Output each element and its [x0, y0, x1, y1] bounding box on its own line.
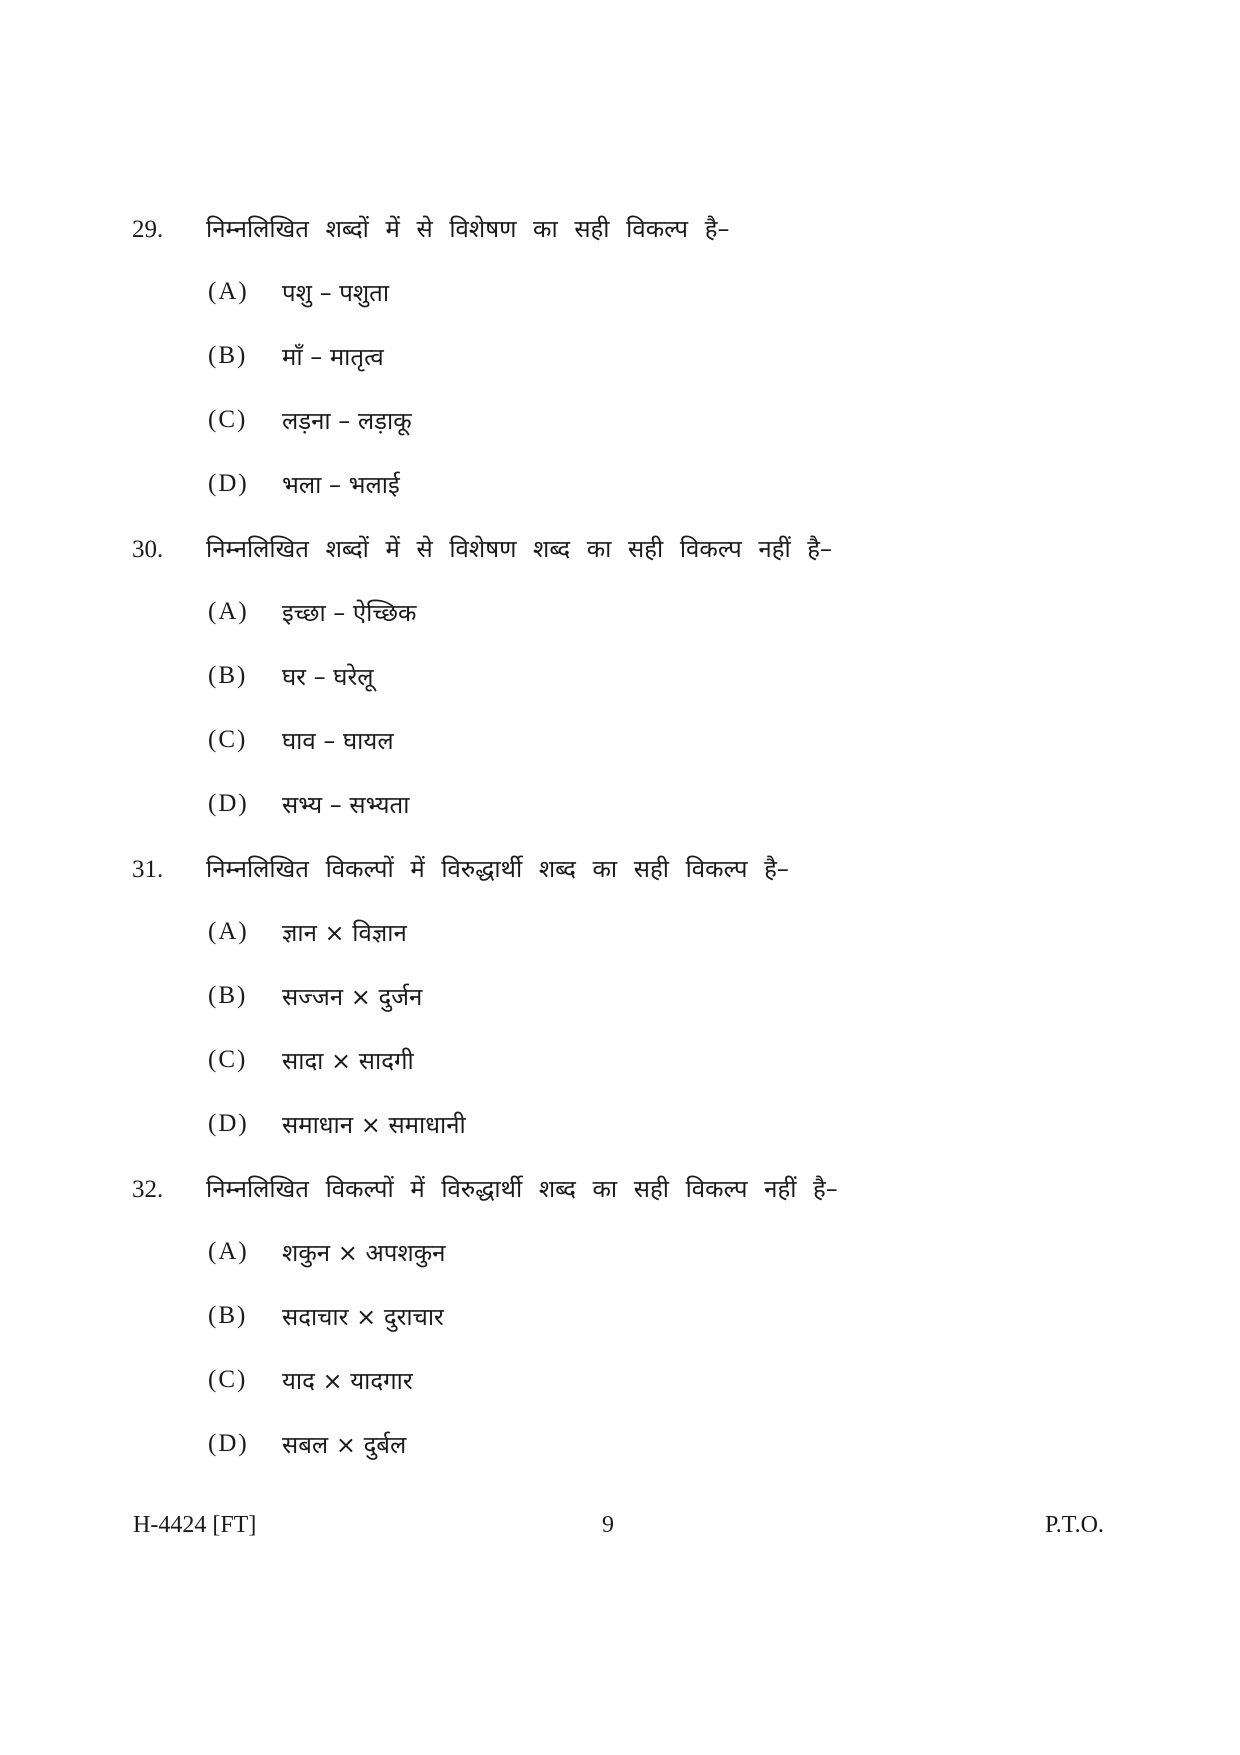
- option-c: [0, 402, 1240, 442]
- question-header: [0, 850, 1240, 890]
- option-text: माँ – मातृत्व: [282, 343, 384, 371]
- option-text: ज्ञान × विज्ञान: [282, 919, 407, 947]
- paper-code: H-4424 [FT]: [133, 1512, 257, 1538]
- option-c: [0, 1042, 1240, 1082]
- option-label: (B): [208, 342, 248, 369]
- option-label: (C): [208, 726, 248, 753]
- option-label: (D): [208, 470, 249, 497]
- question-number: 29.: [132, 216, 164, 243]
- option-label: (D): [208, 1430, 249, 1457]
- question-text: निम्नलिखित शब्दों में से विशेषण का सही विकल्प है–: [206, 215, 730, 243]
- page-number: 9: [602, 1512, 614, 1538]
- option-label: (A): [208, 278, 249, 305]
- option-text: पशु – पशुता: [282, 279, 390, 307]
- option-label: (B): [208, 982, 248, 1009]
- question-header: [0, 1170, 1240, 1210]
- option-b: [0, 658, 1240, 698]
- option-label: (A): [208, 1238, 249, 1265]
- question-number: 31.: [132, 856, 164, 883]
- option-d: [0, 1426, 1240, 1466]
- option-a: [0, 914, 1240, 954]
- option-label: (C): [208, 1366, 248, 1393]
- question-text: निम्नलिखित विकल्पों में विरुद्धार्थी शब्द का सही विकल्प नहीं है–: [206, 1175, 838, 1203]
- option-label: (A): [208, 598, 249, 625]
- option-label: (A): [208, 918, 249, 945]
- option-text: समाधान × समाधानी: [282, 1111, 466, 1139]
- option-label: (D): [208, 1110, 249, 1137]
- option-text: सभ्य – सभ्यता: [282, 791, 410, 819]
- option-text: भला – भलाई: [282, 471, 400, 499]
- option-text: शकुन × अपशकुन: [282, 1239, 446, 1267]
- option-d: [0, 786, 1240, 826]
- option-label: (B): [208, 1302, 248, 1329]
- option-text: इच्छा – ऐच्छिक: [282, 599, 417, 627]
- question-header: [0, 210, 1240, 250]
- option-c: [0, 722, 1240, 762]
- option-text: घर – घरेलू: [282, 663, 374, 691]
- option-text: सदाचार × दुराचार: [282, 1303, 444, 1331]
- option-d: [0, 466, 1240, 506]
- option-text: सबल × दुर्बल: [282, 1431, 407, 1459]
- option-a: [0, 1234, 1240, 1274]
- option-text: घाव – घायल: [282, 727, 394, 755]
- option-text: याद × यादगार: [282, 1367, 413, 1395]
- option-text: लड़ना – लड़ाकू: [282, 407, 412, 435]
- option-b: [0, 978, 1240, 1018]
- option-c: [0, 1362, 1240, 1402]
- option-d: [0, 1106, 1240, 1146]
- option-label: (C): [208, 406, 248, 433]
- question-number: 30.: [132, 536, 164, 563]
- option-label: (D): [208, 790, 249, 817]
- option-text: सज्जन × दुर्जन: [282, 983, 423, 1011]
- please-turn-over: P.T.O.: [1045, 1512, 1104, 1538]
- option-label: (B): [208, 662, 248, 689]
- option-b: [0, 1298, 1240, 1338]
- option-text: सादा × सादगी: [282, 1047, 414, 1075]
- question-text: निम्नलिखित विकल्पों में विरुद्धार्थी शब्द का सही विकल्प है–: [206, 855, 789, 883]
- option-b: [0, 338, 1240, 378]
- option-label: (C): [208, 1046, 248, 1073]
- question-header: [0, 530, 1240, 570]
- option-a: [0, 274, 1240, 314]
- question-number: 32.: [132, 1176, 164, 1203]
- option-a: [0, 594, 1240, 634]
- question-text: निम्नलिखित शब्दों में से विशेषण शब्द का सही विकल्प नहीं है–: [206, 535, 833, 563]
